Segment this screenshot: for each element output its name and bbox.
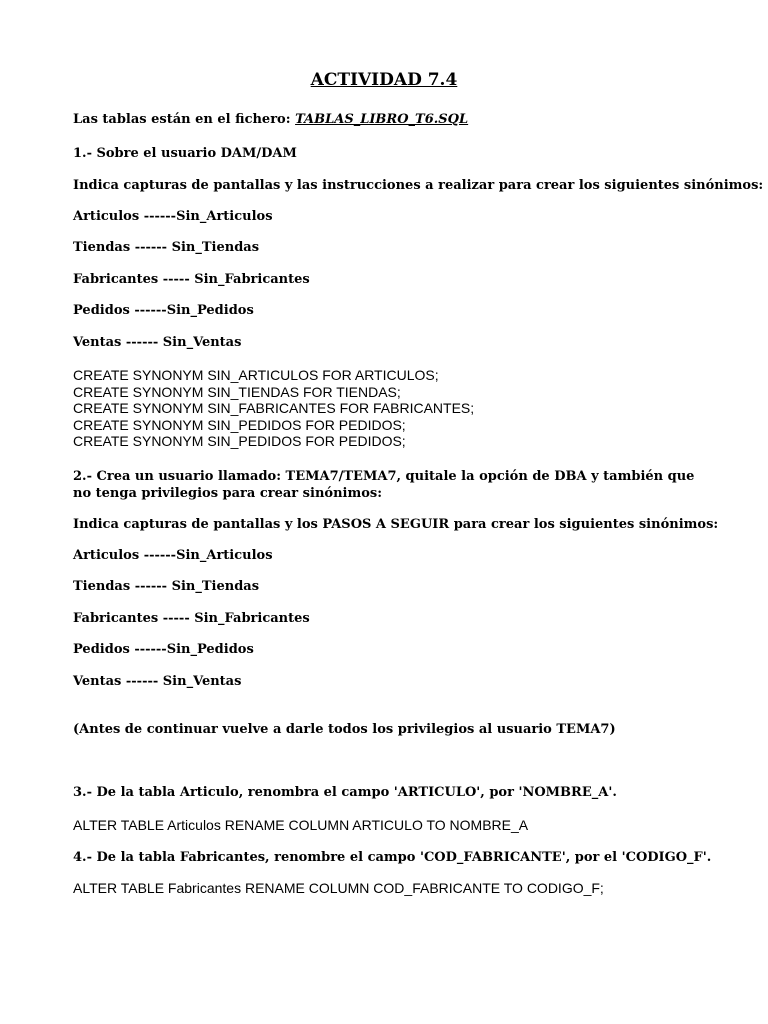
- section2-mapping: Tiendas ------ Sin_Tiendas: [73, 579, 260, 594]
- section2-instruction: Indica capturas de pantallas y los PASOS A SEGUIR para crear los siguientes sinónimos:: [73, 517, 719, 532]
- section2-mapping: Fabricantes ----- Sin_Fabricantes: [73, 611, 310, 626]
- section3-heading: 3.- De la tabla Articulo, renombra el campo 'ARTICULO', por 'NOMBRE_A'.: [73, 785, 617, 800]
- section2-mapping: Ventas ------ Sin_Ventas: [73, 674, 242, 689]
- section2-heading: 2.- Crea un usuario llamado: TEMA7/TEMA7, quitale la opción de DBA y también que no tenga privilegios para crear sinónimos:: [73, 469, 695, 501]
- section1-code-block: [73, 367, 474, 450]
- section4-code: ALTER TABLE Fabricantes RENAME COLUMN COD_FABRICANTE TO CODIGO_F;: [73, 880, 604, 896]
- section1-mapping: Fabricantes ----- Sin_Fabricantes: [73, 272, 310, 287]
- section1-mapping: Articulos ------Sin_Articulos: [73, 209, 273, 224]
- file-reference: TABLAS_LIBRO_T6.SQL: [295, 112, 469, 127]
- code-line: CREATE SYNONYM SIN_PEDIDOS FOR PEDIDOS;: [73, 416, 406, 433]
- intro-text: Las tablas están en el fichero:: [73, 112, 296, 127]
- section1-heading: 1.- Sobre el usuario DAM/DAM: [73, 146, 297, 161]
- section2-note: (Antes de continuar vuelve a darle todos los privilegios al usuario TEMA7): [73, 722, 616, 737]
- section1-mapping: Pedidos ------Sin_Pedidos: [73, 303, 254, 318]
- code-line: CREATE SYNONYM SIN_PEDIDOS FOR PEDIDOS;: [73, 433, 406, 449]
- section2-mapping: Pedidos ------Sin_Pedidos: [73, 642, 254, 657]
- code-line: CREATE SYNONYM SIN_TIENDAS FOR TIENDAS;: [73, 383, 401, 400]
- section1-mapping: Ventas ------ Sin_Ventas: [73, 335, 242, 350]
- section3-code: ALTER TABLE Articulos RENAME COLUMN ARTICULO TO NOMBRE_A: [73, 817, 529, 833]
- section1-mapping: Tiendas ------ Sin_Tiendas: [73, 240, 260, 255]
- section1-instruction: Indica capturas de pantallas y las instrucciones a realizar para crear los siguientes sinónimos:: [73, 178, 764, 193]
- page-title: ACTIVIDAD 7.4: [310, 70, 458, 90]
- section4-heading: 4.- De la tabla Fabricantes, renombre el campo 'COD_FABRICANTE', por el 'CODIGO_F'.: [73, 850, 712, 865]
- intro-line: [73, 111, 468, 128]
- code-line: CREATE SYNONYM SIN_FABRICANTES FOR FABRICANTES;: [73, 400, 475, 416]
- code-line: CREATE SYNONYM SIN_ARTICULOS FOR ARTICULOS;: [73, 367, 439, 383]
- section2-mapping: Articulos ------Sin_Articulos: [73, 548, 273, 563]
